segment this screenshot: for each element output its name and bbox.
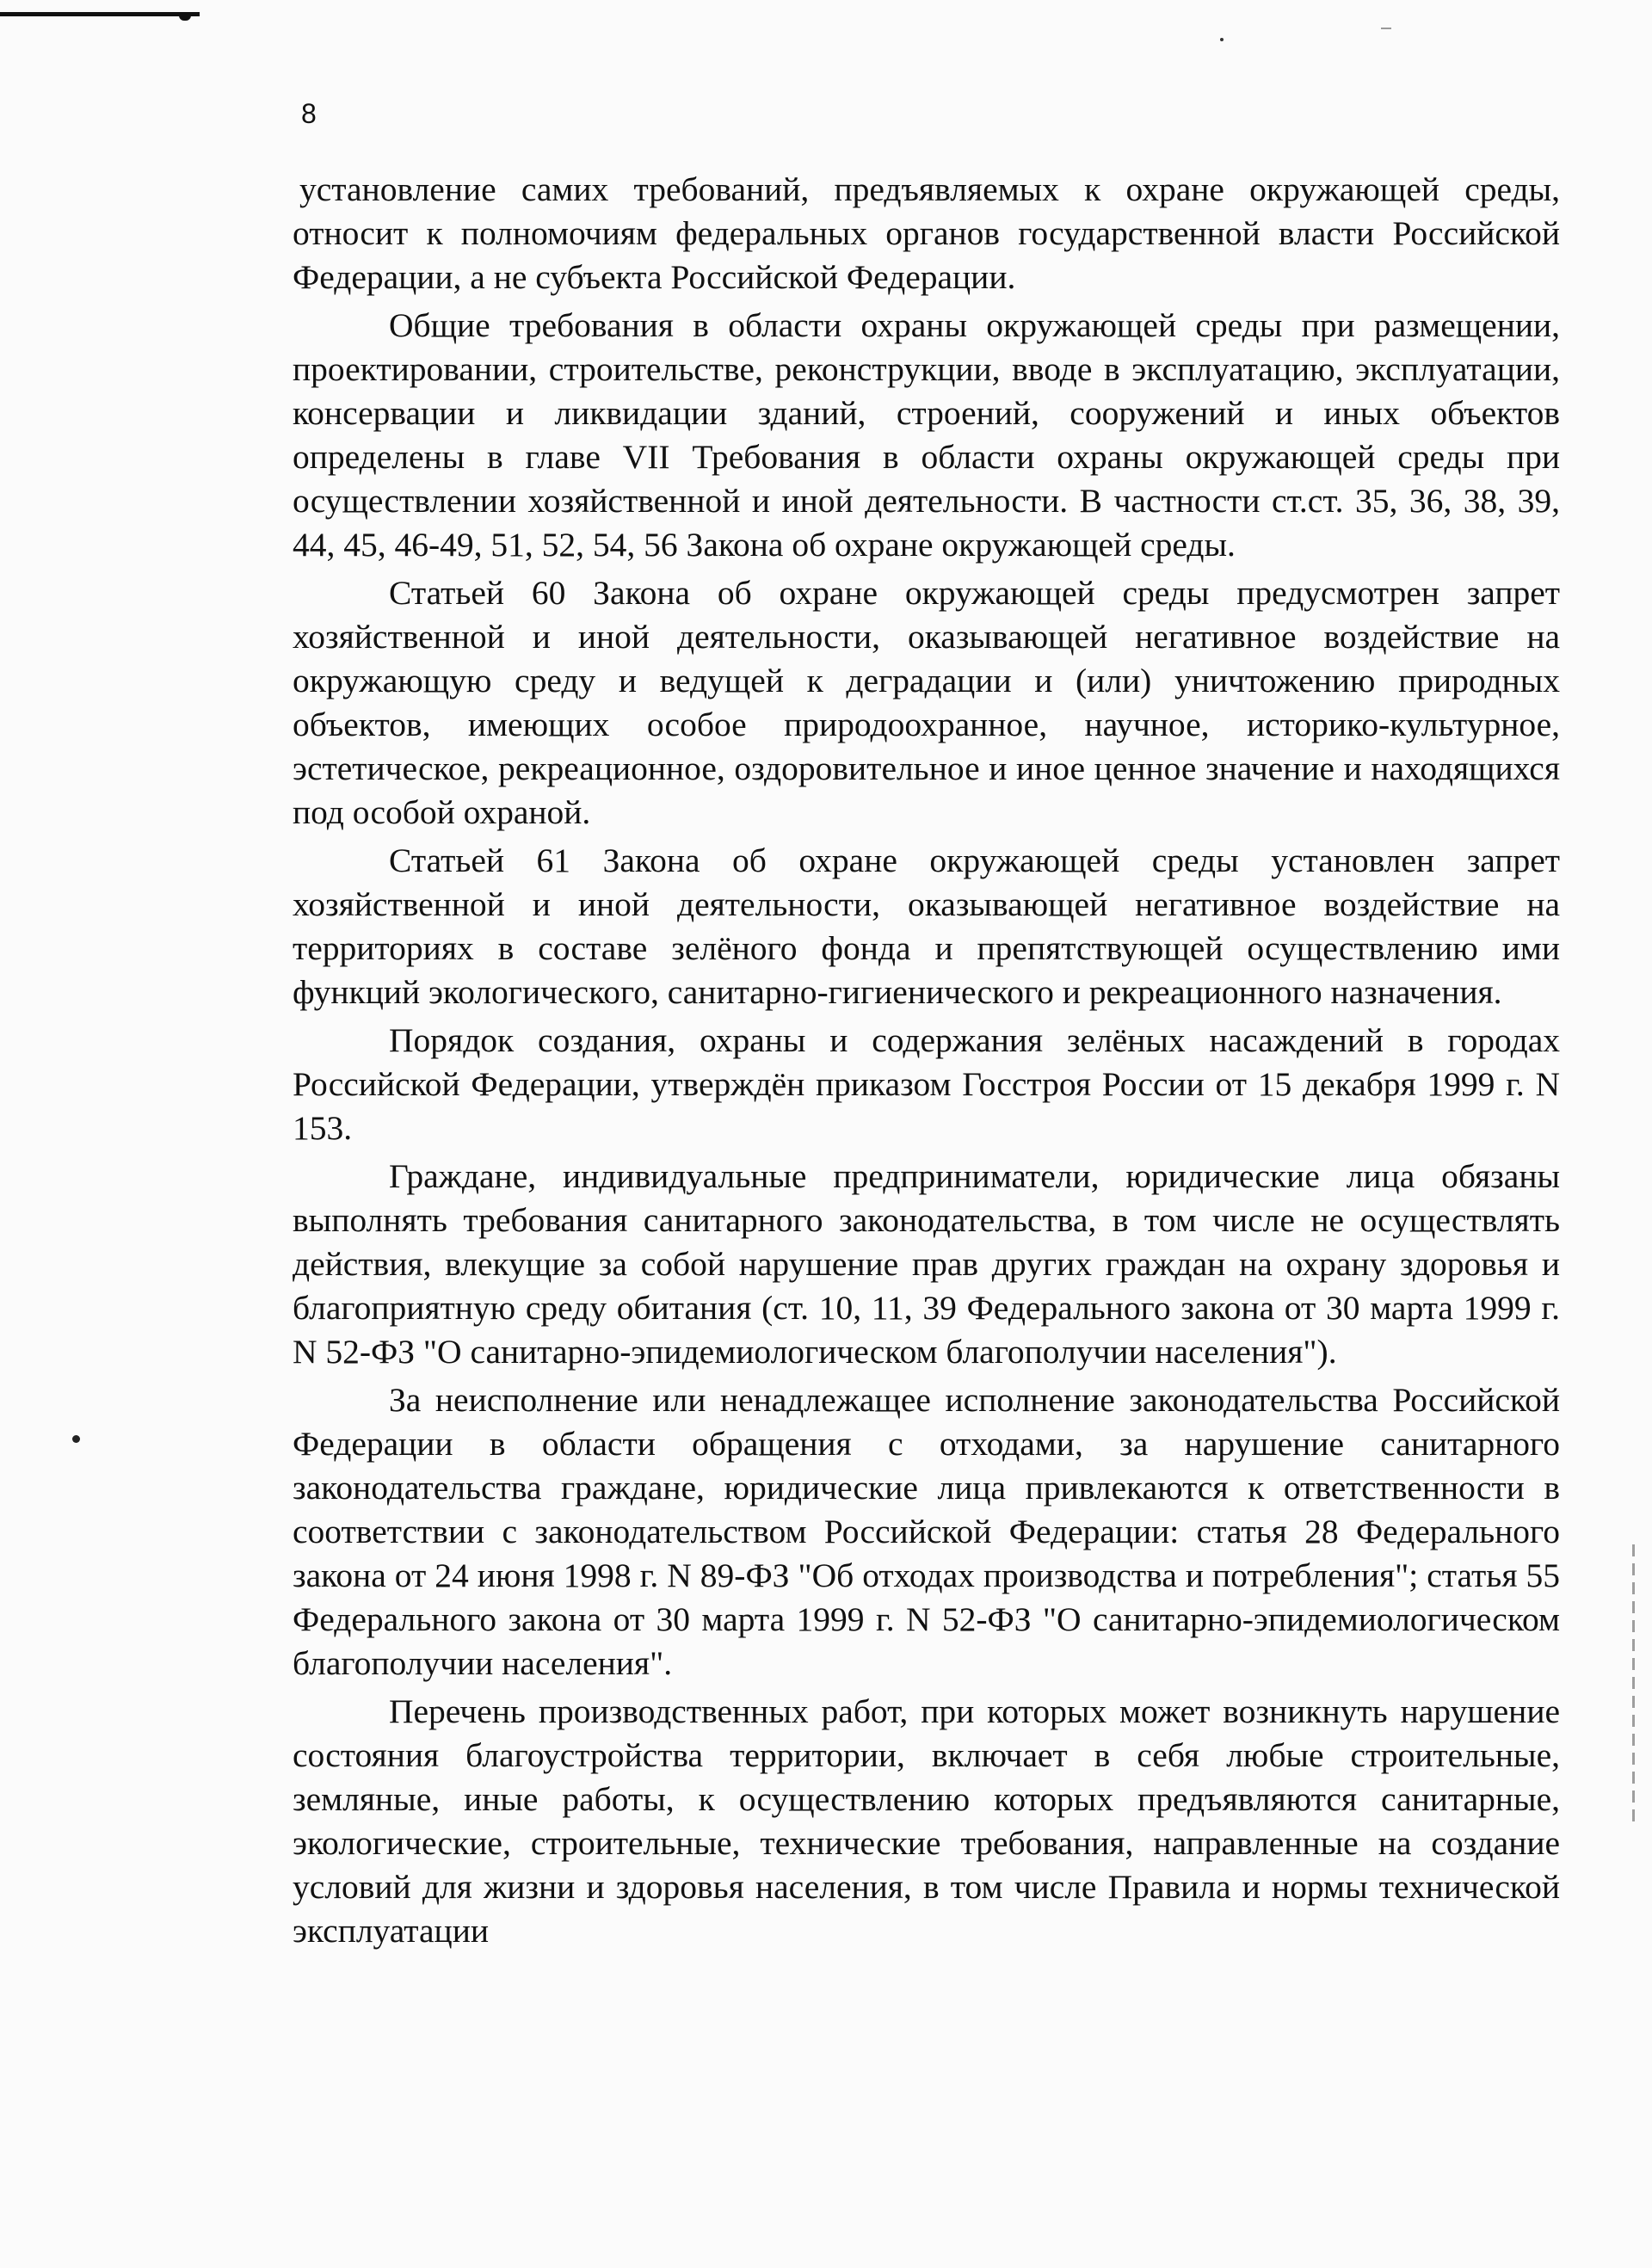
scan-artifact-dot [72,1435,80,1443]
scan-artifact-edge [1632,1544,1635,1828]
paragraph-2: Общие требования в области охраны окружающей среды при размещении, проектировании, строительстве, реконструкции, вводе в эксплуатацию, эксплуатации, консервации и ликвидации зданий, строений, сооружений и иных объектов определены в главе VII Требования в области охраны окружающей среды при осуществлении хозяйственной и иной деятельности. В частности ст.ст. 35, 36, 38, 39, 44, 45, 46-49, 51, 52, 54, 56 Закона об охране окружающей среды. [293,306,1560,564]
scan-artifact-dash [1381,28,1391,29]
paragraph-1: установление самих требований, предъявляемых к охране окружающей среды, относит к полномочиям федеральных органов государственной власти Российской Федерации, а не субъекта Российской Федерации. [293,170,1560,296]
paragraph-3: Статьей 60 Закона об охране окружающей среды предусмотрен запрет хозяйственной и иной деятельности, оказывающей негативное воздействие на окружающую среду и ведущей к деградации и (или) уничтожению природных объектов, имеющих особое природоохранное, научное, историко-культурное, эстетическое, рекреационное, оздоровительное и иное ценное значение и находящихся под особой охраной. [293,574,1560,831]
paragraph-7: За неисполнение или ненадлежащее исполнение законодательства Российской Федерации в области обращения с отходами, за нарушение санитарного законодательства граждане, юридические лица привлекаются к ответственности в соответствии с законодательством Российской Федерации: статья 28 Федерального закона от 24 июня 1998 г. N 89-ФЗ "Об отходах производства и потребления"; статья 55 Федерального закона от 30 марта 1999 г. N 52-ФЗ "О санитарно-эпидемиологическом благополучии населения". [293,1381,1560,1682]
paragraph-4: Статьей 61 Закона об охране окружающей среды установлен запрет хозяйственной и иной деятельности, оказывающей негативное воздействие на территориях в составе зелёного фонда и препятствующей осуществлению ими функций экологического, санитарно-гигиенического и рекреационного назначения. [293,841,1560,1011]
paragraph-8: Перечень производственных работ, при которых может возникнуть нарушение состояния благоустройства территории, включает в себя любые строительные, земляные, иные работы, к осуществлению которых предъявляются санитарные, экологические, строительные, технические требования, направленные на создание условий для жизни и здоровья населения, в том числе Правила и нормы технической эксплуатации [293,1692,1560,1950]
document-body [293,168,1560,1953]
paragraph-5: Порядок создания, охраны и содержания зелёных насаждений в городах Российской Федерации, утверждён приказом Госстроя России от 15 декабря 1999 г. N 153. [293,1021,1560,1147]
scan-artifact-dot [1220,38,1224,41]
paragraph-6: Граждане, индивидуальные предприниматели, юридические лица обязаны выполнять требования санитарного законодательства, в том числе не осуществлять действия, влекущие за собой нарушение прав других граждан на охрану здоровья и благоприятную среду обитания (ст. 10, 11, 39 Федерального закона от 30 марта 1999 г. N 52-ФЗ "О санитарно-эпидемиологическом благополучии населения"). [293,1157,1560,1371]
page-number: 8 [301,98,317,129]
scan-artifact-bar [0,12,200,16]
